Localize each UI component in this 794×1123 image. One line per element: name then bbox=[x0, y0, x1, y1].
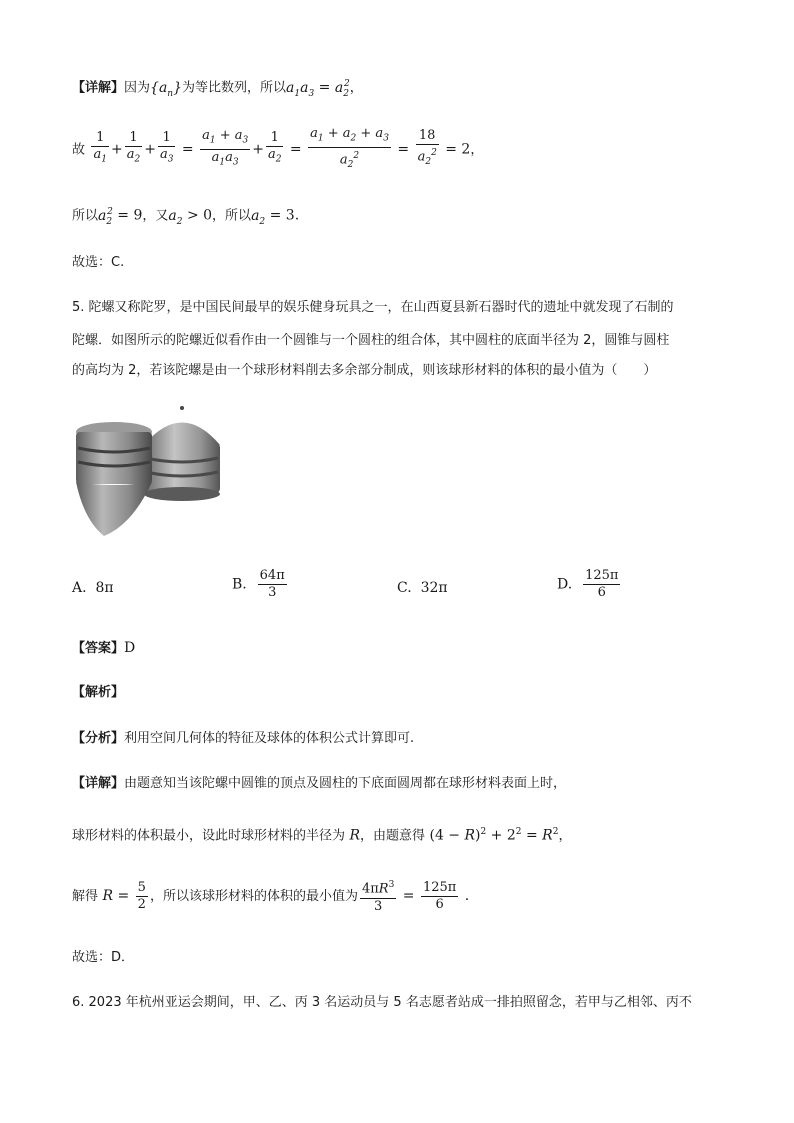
q5-choose: 故选：D． bbox=[72, 950, 135, 965]
answer-tag: 【答案】 bbox=[72, 641, 125, 656]
answer-line bbox=[72, 638, 135, 659]
q4-detail-line-1: 【详解】因为$\{a_n\}$为等比数列，所以$a_1a_3 = a_2^2$， bbox=[72, 79, 363, 99]
option-a: A. 8π bbox=[72, 580, 114, 596]
q5-detail-line-1: 【详解】由题意知当该陀螺中圆锥的顶点及圆柱的下底面圆周都在球形材料表面上时， bbox=[72, 776, 567, 791]
q5-text-line-1: 5. 陀螺又称陀罗，是中国民间最早的娱乐健身玩具之一，在山西夏县新石器时代的遗址中就发现了石制的 bbox=[72, 300, 674, 315]
q5-text-line-3: 的高均为 2，若该陀螺是由一个球形材料削去多余部分制成，则该球形材料的体积的最小值为（ ） bbox=[72, 363, 657, 378]
q5-text-line-2: 陀螺．如图所示的陀螺近似看作由一个圆锥与一个圆柱的组合体，其中圆柱的底面半径为 2，圆锥与圆柱 bbox=[72, 333, 670, 348]
q4-detail-line-2: 故 $\frac{1}{a_1}$ + $\frac{1}{a_2}$ + $\frac{1}{a_3}$ = $\frac{a_1 + a_3}{a_1a_3}$ + $\frac{1}{a_2}$ = $\frac{a_1 + a_2 + a_3}{a_2^2}$ = $\frac{18}{a_2^2}$ = 2， bbox=[72, 126, 484, 170]
q5-detail-line-2: 球形材料的体积最小，设此时球形材料的半径为 R，由题意得 $(4 - R)^2 + 2^2 = R^2$， bbox=[72, 827, 572, 844]
q6-text-line-1: 6. 2023 年杭州亚运会期间，甲、乙、丙 3 名运动员与 5 名志愿者站成一排拍照留念，若甲与乙相邻、丙不 bbox=[72, 995, 692, 1010]
option-d: D. $\frac{125\pi}{6}$ bbox=[557, 568, 619, 600]
q4-detail-line-3: 所以$a_2^2 = 9$，又$a_2 > 0$，所以$a_2 = 3$. bbox=[72, 207, 300, 227]
gyroscope-figure bbox=[72, 400, 222, 540]
answer-value: D bbox=[124, 640, 136, 656]
option-c: C. 32π bbox=[397, 580, 448, 596]
analysis-tag: 【解析】 bbox=[72, 685, 125, 700]
fenxi-tag: 【分析】 bbox=[72, 731, 125, 746]
option-b: B. $\frac{64\pi}{3}$ bbox=[232, 568, 285, 600]
q5-detail-line-3: 解得 R = $\frac{5}{2}$ ，所以该球形材料的体积的最小值为 $\frac{4\pi R^3}{3}$ = $\frac{125\pi}{6}$ . bbox=[72, 876, 469, 917]
detail-tag: 【详解】 bbox=[72, 80, 125, 96]
q4-choose: 故选：C. bbox=[72, 255, 125, 270]
fenxi-line: 【分析】利用空间几何体的特征及球体的体积公式计算即可. bbox=[72, 731, 415, 746]
